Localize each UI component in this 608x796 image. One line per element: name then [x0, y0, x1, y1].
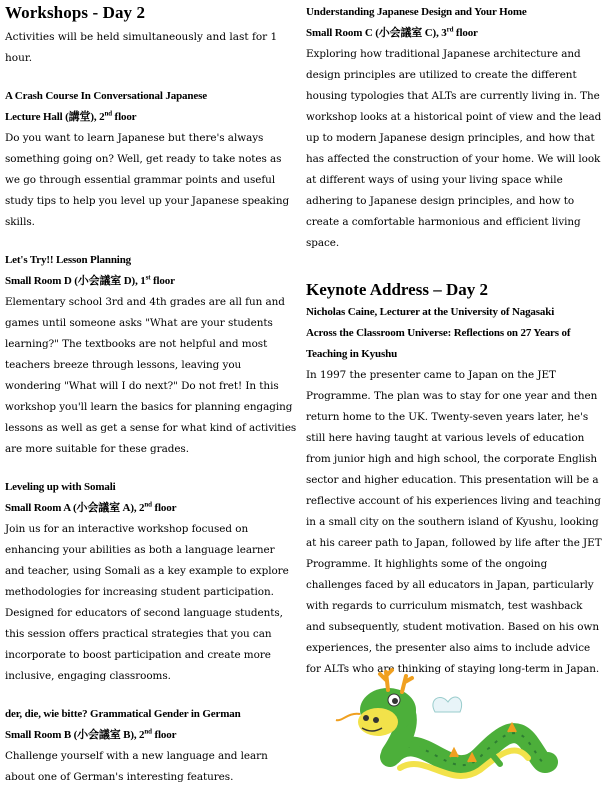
keynote-title: Across the Classroom Universe: Reflections on 27 Years of Teaching in Kyushu: [306, 327, 571, 360]
workshop-room: Small Room A (小会議室 A), 2nd floor: [5, 500, 177, 514]
left-column: [5, 0, 297, 788]
workshop-room: Small Room B (小会議室 B), 2nd floor: [5, 727, 177, 741]
workshop-title: Let's Try!! Lesson Planning: [5, 254, 132, 266]
workshops-heading: Workshops - Day 2: [5, 3, 146, 22]
workshop-title: A Crash Course In Conversational Japanese: [5, 90, 207, 102]
workshop-title: Understanding Japanese Design and Your Home: [306, 6, 527, 18]
workshop-conversational-japanese: [5, 86, 297, 233]
workshop-lesson-planning: [5, 250, 297, 460]
keynote-speaker: Nicholas Caine, Lecturer at the University of Nagasaki: [306, 306, 555, 318]
workshop-description: Challenge yourself with a new language and learn about one of German's interesting features.: [5, 750, 268, 783]
keynote-heading: Keynote Address – Day 2: [306, 280, 488, 299]
dragon-illustration-icon: [330, 662, 560, 792]
workshop-somali: [5, 477, 297, 687]
workshop-description: Join us for an interactive workshop focused on enhancing your abilities as both a language learner and teacher, using Somali as a key example to explore methodologies for increasing student participation. Designed for educators of second language students, this session offers practical strategies that you can incorporate to boost participation and create more inclusive, engaging classrooms.: [5, 523, 289, 682]
workshop-german-gender: [5, 704, 297, 788]
workshop-title: der, die, wie bitte? Grammatical Gender in German: [5, 708, 241, 720]
right-column: [306, 0, 602, 680]
workshop-description: Elementary school 3rd and 4th grades are all fun and games until someone asks "What are your students learning?" The textbooks are not helpful and most teachers breeze through lessons, leaving you wondering "What will I do next?" Do not fret! In this workshop you'll learn the basics for planning engaging lessons as well as get a sense for what kind of activities are more suitable for these grades.: [5, 296, 297, 455]
workshop-room: Small Room C (小会議室 C), 3rd floor: [306, 25, 478, 39]
workshop-room: Lecture Hall (講堂), 2nd floor: [5, 109, 137, 123]
workshop-japanese-design: [306, 2, 602, 254]
workshop-description: Exploring how traditional Japanese architecture and design principles are utilized to create the different housing typologies that ALTs are currently living in. The workshop looks at a historical point of view and the lead up to modern Japanese design principles, and how that has affected the construction of your home. We will look at different ways of using your living space while adhering to Japanese design principles, and how to create a comfortable harmonious and efficient living space.: [306, 48, 602, 249]
intro-text: Activities will be held simultaneously and last for 1 hour.: [5, 31, 278, 64]
workshop-title: Leveling up with Somali: [5, 481, 116, 493]
keynote-description: In 1997 the presenter came to Japan on the JET Programme. The plan was to stay for one year and then return home to the UK. Twenty-seven years later, he's still here having taught at various levels of education from junior high and high school, the corporate English sector and higher education. This presentation will be a reflective account of his experiences living and teaching in a small city on the southern island of Kyushu, looking at his career path to Japan, followed by life after the JET Programme. It highlights some of the ongoing challenges faced by all educators in Japan, particularly with regards to curriculum mismatch, test washback and subsequently, student motivation. Based on his own experiences, the presenter also aims to include advice for ALTs who are thinking of staying long-term in Japan.: [306, 369, 602, 675]
workshop-room: Small Room D (小会議室 D), 1st floor: [5, 273, 175, 287]
workshop-description: Do you want to learn Japanese but there's always something going on? Well, get ready to take notes as we go through essential grammar points and useful study tips to help you level up your Japanese speaking skills.: [5, 132, 290, 228]
